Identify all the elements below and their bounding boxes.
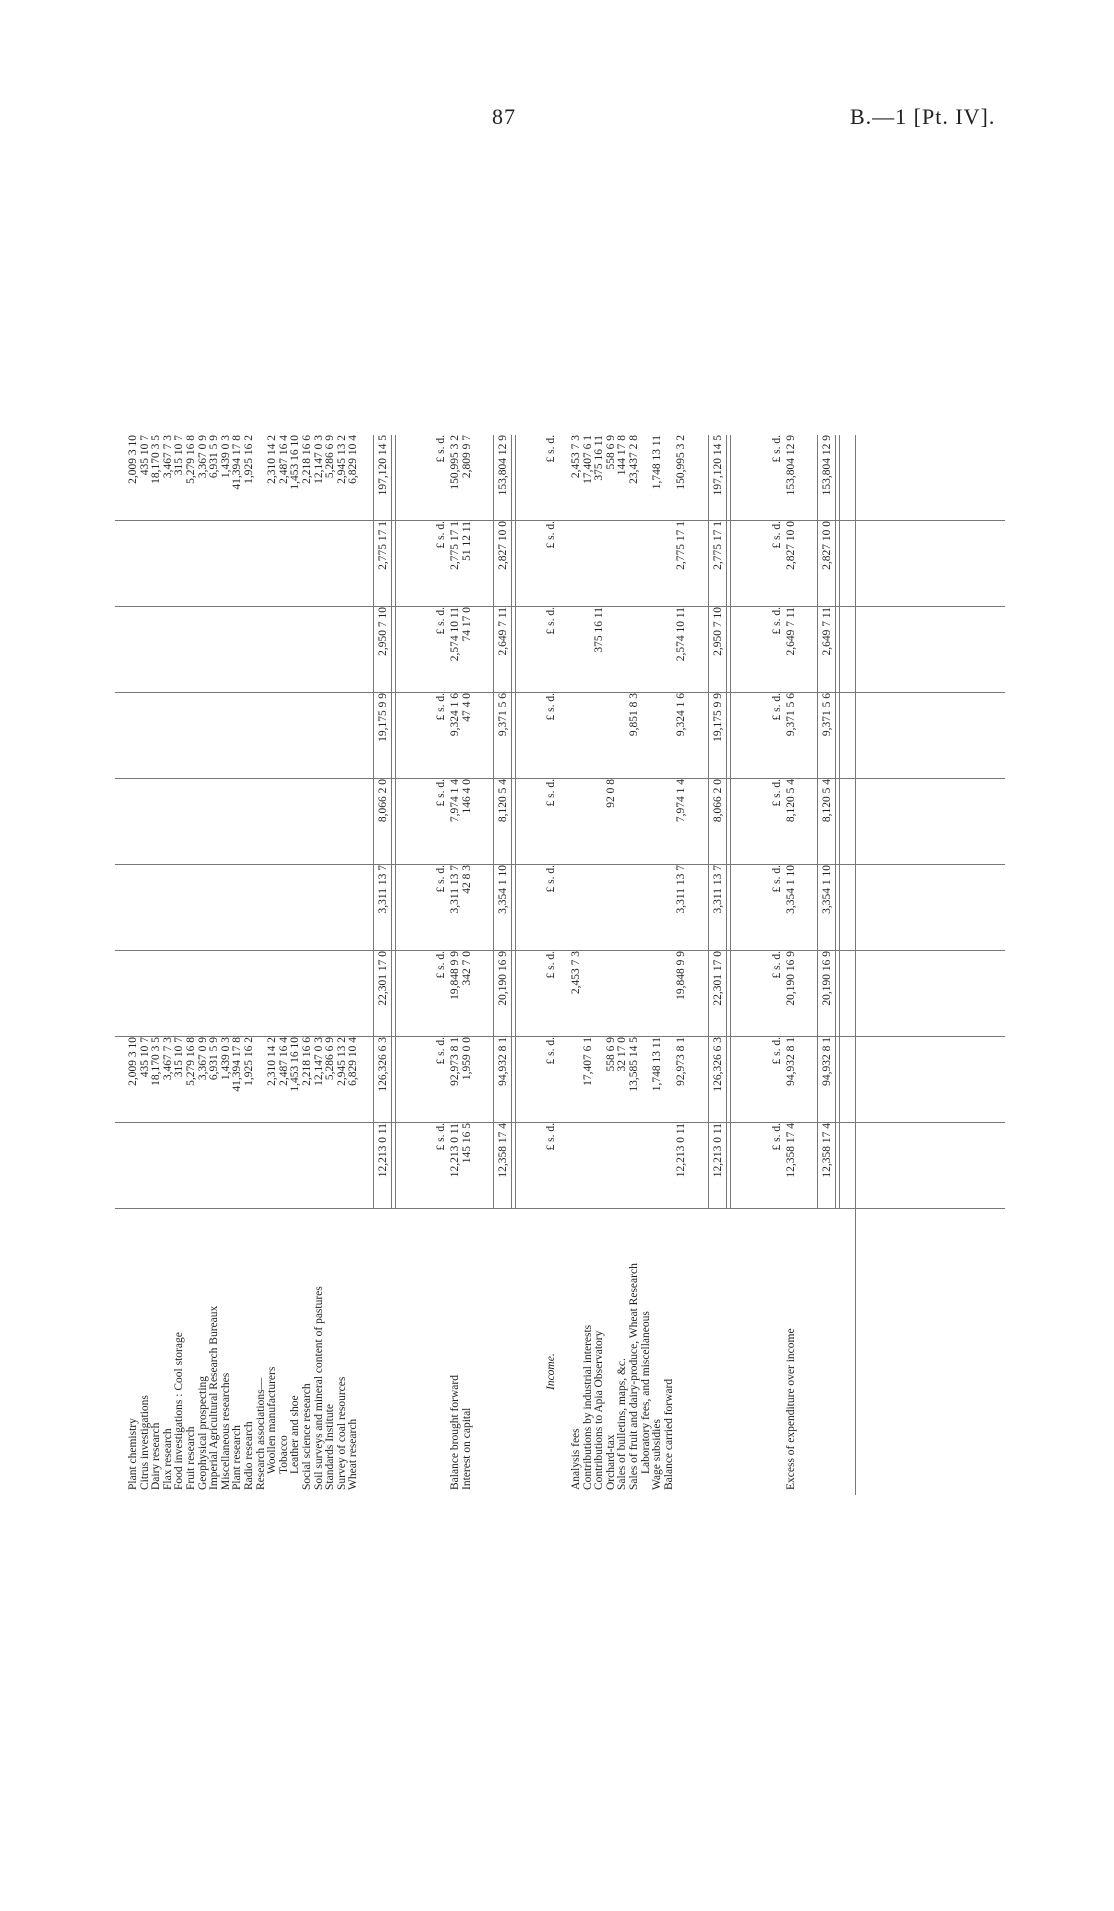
- excess-amount: 8,120 5 4: [785, 779, 797, 823]
- expenditure-label: Research associations—: [254, 1377, 267, 1490]
- income-label: Laboratory fees, and miscellaneous: [639, 1311, 652, 1474]
- currency-unit: £ s. d.: [771, 865, 783, 893]
- excess-amount: 94,932 8 1: [785, 1037, 797, 1086]
- expenditure-amount: 12,147 0 3: [312, 1037, 325, 1086]
- table-rule: [511, 435, 516, 1209]
- balance-amount: 7,974 1 4: [449, 779, 461, 823]
- expenditure-amount: 2,945 13 2: [335, 1037, 348, 1086]
- subtotal-amount: 12,213 0 11: [377, 1123, 389, 1178]
- income-amount: 17,407 6 1: [581, 1037, 594, 1086]
- expenditure-label: Fruit research: [185, 1426, 197, 1490]
- grand-total-amount: 3,354 1 10: [821, 865, 833, 914]
- expenditure-amount: 2,009 3 10: [127, 435, 139, 484]
- expenditure-amount: 2,218 16 6: [301, 1037, 313, 1086]
- excess-amount: 3,354 1 10: [785, 865, 797, 914]
- income-amount: 92 0 8: [604, 779, 617, 808]
- table-rule: [493, 435, 494, 1209]
- expenditure-amount: 6,931 5 9: [208, 1037, 221, 1081]
- currency-unit: £ s. d.: [545, 435, 557, 463]
- currency-unit: £ s. d.: [771, 1123, 783, 1151]
- income-amount: 375 16 11: [593, 607, 606, 653]
- expenditure-amount: 315 10 7: [173, 435, 186, 476]
- currency-unit: £ s. d.: [435, 1037, 447, 1065]
- balance-amount: 2,775 17 1: [449, 521, 461, 570]
- income-label: Contributions to Apia Observatory: [593, 1330, 606, 1490]
- income-amount: 2,453 7 3: [570, 435, 582, 479]
- expenditure-amount: 1,925 16 2: [243, 1037, 255, 1086]
- table-bottom-rule: [855, 435, 856, 1495]
- column-rule: [115, 864, 1005, 865]
- income-label: Analysis fees: [570, 1428, 582, 1490]
- carried-amount: 2,574 10 11: [675, 607, 687, 662]
- balance-amount: 150,995 3 2: [449, 435, 461, 490]
- final-total-amount: 2,950 7 10: [712, 607, 724, 656]
- table-rule: [726, 435, 731, 1209]
- carried-amount: 92,973 8 1: [675, 1037, 687, 1086]
- expenditure-amount: 41,394 17 8: [231, 1037, 244, 1092]
- excess-amount: 12,358 17 4: [785, 1123, 797, 1178]
- income-amount: 1,748 13 11: [651, 435, 664, 490]
- excess-amount: 153,804 12 9: [785, 435, 797, 496]
- column-rule: [115, 1208, 1005, 1209]
- column-rule: [115, 606, 1005, 607]
- page-number: 87: [492, 104, 516, 129]
- currency-unit: £ s. d.: [545, 865, 557, 893]
- expenditure-label: Tobacco: [277, 1435, 290, 1474]
- currency-unit: £ s. d.: [545, 521, 557, 549]
- expenditure-amount: 2,487 16 4: [277, 1037, 290, 1086]
- expenditure-amount: 1,439 0 3: [219, 1037, 232, 1081]
- currency-unit: £ s. d.: [435, 779, 447, 807]
- income-amount: 558 6 9: [604, 1037, 617, 1072]
- expenditure-amount: 2,310 14 2: [266, 1037, 279, 1086]
- carried-amount: 19,848 9 9: [675, 951, 687, 1000]
- total-amount: 2,649 7 11: [497, 607, 509, 656]
- expenditure-label: Flax research: [161, 1428, 174, 1490]
- currency-unit: £ s. d.: [435, 607, 447, 635]
- currency-unit: £ s. d.: [545, 1037, 557, 1065]
- income-amount: 375 16 11: [593, 435, 606, 481]
- subtotal-amount: 3,311 13 7: [377, 865, 389, 914]
- income-amount: 558 6 9: [604, 435, 617, 470]
- balance-amount: 92,973 8 1: [449, 1037, 461, 1086]
- expenditure-amount: 6,931 5 9: [208, 435, 221, 479]
- income-label: Sales of fruit and dairy-produce, Wheat Research: [628, 1263, 640, 1490]
- expenditure-label: Soil surveys and mineral content of pastures: [312, 1286, 325, 1490]
- table-rule: [391, 435, 396, 1209]
- final-total-amount: 2,775 17 1: [712, 521, 724, 570]
- expenditure-amount: 18,170 3 5: [150, 1037, 163, 1086]
- expenditure-amount: 3,467 7 3: [161, 1037, 174, 1081]
- balance-amount: 12,213 0 11: [449, 1123, 461, 1178]
- income-label: Orchard-tax: [604, 1434, 617, 1490]
- table-rule: [835, 435, 840, 1209]
- balance-amount: 19,848 9 9: [449, 951, 461, 1000]
- income-label: Wage subsidies: [651, 1419, 664, 1490]
- expenditure-amount: 2,487 16 4: [277, 435, 290, 484]
- currency-unit: £ s. d.: [435, 951, 447, 979]
- income-amount: 13,585 14 5: [628, 1037, 640, 1092]
- income-amount: 144 17 8: [616, 435, 629, 476]
- amount-column: [115, 861, 1005, 947]
- currency-unit: £ s. d.: [435, 693, 447, 721]
- excess-amount: 20,190 16 9: [785, 951, 797, 1006]
- amount-column: [115, 517, 1005, 603]
- income-amount: 2,453 7 3: [570, 951, 582, 995]
- balance-amount: 342 7 0: [461, 951, 473, 986]
- subtotal-amount: 19,175 9 9: [377, 693, 389, 742]
- expenditure-amount: 2,218 16 6: [301, 435, 313, 484]
- expenditure-label: Woollen manufacturers: [266, 1366, 279, 1474]
- carried-amount: 2,775 17 1: [675, 521, 687, 570]
- expenditure-amount: 1,439 0 3: [219, 435, 232, 479]
- currency-unit: £ s. d.: [771, 951, 783, 979]
- income-amount: 23,437 2 8: [628, 435, 640, 484]
- expenditure-amount: 435 10 7: [138, 1037, 151, 1078]
- balance-amount: 47 4 0: [461, 693, 473, 722]
- currency-unit: £ s. d.: [545, 779, 557, 807]
- amount-column: [115, 431, 1005, 517]
- expenditure-amount: 5,286 6 9: [324, 1037, 337, 1081]
- table-rule: [708, 435, 709, 1209]
- total-amount: 12,358 17 4: [497, 1123, 509, 1178]
- column-rule: [115, 1036, 1005, 1037]
- expenditure-amount: 1,925 16 2: [243, 435, 255, 484]
- grand-total-amount: 9,371 5 6: [821, 693, 833, 737]
- series-heading: B.—1 [Pt. IV].: [850, 104, 996, 129]
- currency-unit: £ s. d.: [435, 865, 447, 893]
- expenditure-label: Plant chemistry: [127, 1418, 139, 1490]
- income-amount: 1,748 13 11: [651, 1037, 664, 1092]
- expenditure-label: Geophysical prospecting: [196, 1375, 209, 1490]
- column-rule: [115, 778, 1005, 779]
- final-total-amount: 197,120 14 5: [712, 435, 724, 496]
- column-rule: [115, 692, 1005, 693]
- final-total-amount: 8,066 2 0: [712, 779, 724, 823]
- carried-amount: 12,213 0 11: [675, 1123, 687, 1178]
- expenditure-amount: 12,147 0 3: [312, 435, 325, 484]
- expenditure-amount: 5,279 16 8: [185, 1037, 197, 1086]
- total-amount: 153,804 12 9: [497, 435, 509, 496]
- currency-unit: £ s. d.: [771, 435, 783, 463]
- final-total-amount: 19,175 9 9: [712, 693, 724, 742]
- final-total-amount: 12,213 0 11: [712, 1123, 724, 1178]
- total-amount: 8,120 5 4: [497, 779, 509, 823]
- currency-unit: £ s. d.: [545, 693, 557, 721]
- column-rule: [115, 520, 1005, 521]
- currency-unit: £ s. d.: [771, 1037, 783, 1065]
- grand-total-amount: 2,827 10 0: [821, 521, 833, 570]
- expenditure-amount: 41,394 17 8: [231, 435, 244, 490]
- subtotal-amount: 2,775 17 1: [377, 521, 389, 570]
- table-rule: [817, 435, 818, 1209]
- balance-amount: 1,959 0 0: [461, 1037, 473, 1081]
- expenditure-amount: 3,367 0 9: [196, 435, 209, 479]
- income-amount: 17,407 6 1: [581, 435, 594, 484]
- income-label: Balance carried forward: [662, 1378, 675, 1490]
- currency-unit: £ s. d.: [545, 951, 557, 979]
- expenditure-amount: 2,009 3 10: [127, 1037, 139, 1086]
- total-amount: 20,190 16 9: [497, 951, 509, 1006]
- balance-label: Balance brought forward: [449, 1375, 461, 1490]
- expenditure-amount: 315 10 7: [173, 1037, 186, 1078]
- column-rule: [115, 950, 1005, 951]
- currency-unit: £ s. d.: [771, 693, 783, 721]
- expenditure-label: Dairy research: [150, 1422, 163, 1490]
- balance-amount: 2,809 9 7: [461, 435, 473, 479]
- carried-amount: 150,995 3 2: [675, 435, 687, 490]
- expenditure-label: Miscellaneous researches: [219, 1372, 232, 1490]
- expenditure-label: Leather and shoe: [289, 1395, 302, 1474]
- expenditure-label: Social science research: [301, 1383, 313, 1490]
- excess-amount: 9,371 5 6: [785, 693, 797, 737]
- final-total-amount: 126,326 6 3: [712, 1037, 724, 1092]
- grand-total-amount: 153,804 12 9: [821, 435, 833, 496]
- final-total-amount: 22,301 17 0: [712, 951, 724, 1006]
- expenditure-label: Food investigations : Cool storage: [173, 1332, 186, 1490]
- subtotal-amount: 22,301 17 0: [377, 951, 389, 1006]
- carried-amount: 9,324 1 6: [675, 693, 687, 737]
- expenditure-amount: 435 10 7: [138, 435, 151, 476]
- currency-unit: £ s. d.: [435, 435, 447, 463]
- balance-amount: 146 4 0: [461, 779, 473, 814]
- amount-column: [115, 775, 1005, 861]
- income-heading: Income.: [545, 1353, 557, 1390]
- currency-unit: £ s. d.: [435, 1123, 447, 1151]
- expenditure-label: Plant research: [231, 1425, 244, 1490]
- column-rule: [115, 1122, 1005, 1123]
- balance-amount: 51 12 11: [461, 521, 473, 561]
- expenditure-label: Radio research: [243, 1421, 255, 1490]
- total-amount: 94,932 8 1: [497, 1037, 509, 1086]
- income-amount: 9,851 8 3: [628, 693, 640, 737]
- expenditure-amount: 5,279 16 8: [185, 435, 197, 484]
- grand-total-amount: 2,649 7 11: [821, 607, 833, 656]
- balance-label: Interest on capital: [461, 1407, 473, 1490]
- income-label: Sales of bulletins, maps, &c.: [616, 1358, 629, 1490]
- expenditure-amount: 3,367 0 9: [196, 1037, 209, 1081]
- expenditure-amount: 3,467 7 3: [161, 435, 174, 479]
- excess-amount: 2,649 7 11: [785, 607, 797, 656]
- income-amount: 32 17 0: [616, 1037, 629, 1072]
- expenditure-amount: 6,829 10 4: [347, 435, 360, 484]
- expenditure-label: Citrus investigations: [138, 1395, 151, 1490]
- expenditure-amount: 2,945 13 2: [335, 435, 348, 484]
- balance-amount: 3,311 13 7: [449, 865, 461, 914]
- amount-column: [115, 947, 1005, 1033]
- table-rule: [373, 435, 374, 1209]
- balance-amount: 74 17 0: [461, 607, 473, 642]
- rotated-table: [115, 185, 1005, 1505]
- excess-label: Excess of expenditure over income: [785, 1328, 797, 1490]
- expenditure-label: Survey of coal resources: [335, 1376, 348, 1490]
- grand-total-amount: 94,932 8 1: [821, 1037, 833, 1086]
- subtotal-amount: 126,326 6 3: [377, 1037, 389, 1092]
- subtotal-amount: 8,066 2 0: [377, 779, 389, 823]
- expenditure-label: Standards Institute: [324, 1404, 337, 1490]
- total-amount: 2,827 10 0: [497, 521, 509, 570]
- expenditure-label: Imperial Agricultural Research Bureaux: [208, 1305, 221, 1490]
- currency-unit: £ s. d.: [435, 521, 447, 549]
- currency-unit: £ s. d.: [771, 521, 783, 549]
- grand-total-amount: 12,358 17 4: [821, 1123, 833, 1178]
- carried-amount: 7,974 1 4: [675, 779, 687, 823]
- expenditure-amount: 5,286 6 9: [324, 435, 337, 479]
- amount-column: [115, 689, 1005, 775]
- balance-amount: 9,324 1 6: [449, 693, 461, 737]
- grand-total-amount: 20,190 16 9: [821, 951, 833, 1006]
- amount-column: [115, 1033, 1005, 1119]
- balance-amount: 145 16 5: [461, 1123, 473, 1164]
- expenditure-amount: 2,310 14 2: [266, 435, 279, 484]
- total-amount: 3,354 1 10: [497, 865, 509, 914]
- carried-amount: 3,311 13 7: [675, 865, 687, 914]
- amount-column: [115, 603, 1005, 689]
- balance-amount: 42 8 3: [461, 865, 473, 894]
- expenditure-amount: 1,453 16 10: [289, 435, 302, 490]
- subtotal-amount: 197,120 14 5: [377, 435, 389, 496]
- grand-total-amount: 8,120 5 4: [821, 779, 833, 823]
- excess-amount: 2,827 10 0: [785, 521, 797, 570]
- expenditure-amount: 6,829 10 4: [347, 1037, 360, 1086]
- currency-unit: £ s. d.: [771, 607, 783, 635]
- currency-unit: £ s. d.: [771, 779, 783, 807]
- currency-unit: £ s. d.: [545, 607, 557, 635]
- balance-amount: 2,574 10 11: [449, 607, 461, 662]
- subtotal-amount: 2,950 7 10: [377, 607, 389, 656]
- total-amount: 9,371 5 6: [497, 693, 509, 737]
- expenditure-label: Wheat research: [347, 1418, 360, 1490]
- expenditure-amount: 1,453 16 10: [289, 1037, 302, 1092]
- expenditure-amount: 18,170 3 5: [150, 435, 163, 484]
- final-total-amount: 3,311 13 7: [712, 865, 724, 914]
- currency-unit: £ s. d.: [545, 1123, 557, 1151]
- amount-column: [115, 1119, 1005, 1205]
- income-label: Contributions by industrial interests: [581, 1324, 594, 1490]
